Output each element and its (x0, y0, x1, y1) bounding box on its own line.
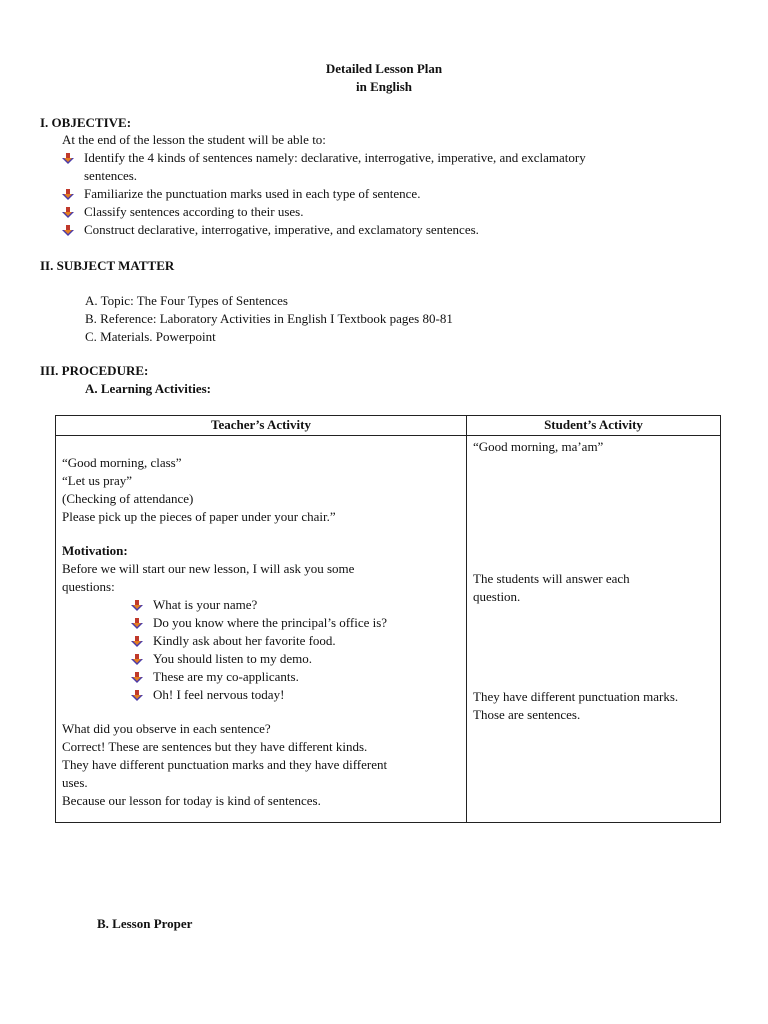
question-text: These are my co-applicants. (153, 669, 299, 684)
question-item (131, 668, 299, 686)
objective-intro: At the end of the lesson the student will be able to: (62, 132, 326, 147)
question-item (131, 614, 387, 632)
objective-list (62, 149, 722, 239)
subject-matter-item: A. Topic: The Four Types of Sentences (85, 293, 288, 308)
question-text: Kindly ask about her favorite food. (153, 633, 336, 648)
teacher-line: uses. (62, 775, 88, 790)
question-item (131, 596, 257, 614)
arrow-bullet-icon (62, 153, 74, 164)
teacher-activity-header: Teacher’s Activity (56, 416, 467, 436)
arrow-bullet-icon (131, 690, 143, 701)
objective-item (62, 149, 586, 185)
subject-matter-heading: II. SUBJECT MATTER (40, 258, 175, 273)
question-item (131, 686, 284, 704)
arrow-bullet-icon (131, 636, 143, 647)
student-line: The students will answer each (473, 571, 630, 586)
subject-matter-item: B. Reference: Laboratory Activities in English I Textbook pages 80-81 (85, 311, 453, 326)
student-line: They have different punctuation marks. (473, 689, 679, 704)
objective-item-text: Identify the 4 kinds of sentences namely: declarative, interrogative, imperative, and exclamatory (84, 150, 586, 165)
table-row (56, 436, 721, 823)
arrow-bullet-icon (62, 225, 74, 236)
question-text: Oh! I feel nervous today! (153, 687, 285, 702)
teacher-line: Before we will start our new lesson, I will ask you some (62, 561, 355, 576)
teacher-activity-cell (56, 436, 467, 823)
teacher-line: (Checking of attendance) (62, 491, 194, 506)
teacher-line: What did you observe in each sentence? (62, 721, 271, 736)
student-line: “Good morning, ma’am” (473, 439, 604, 454)
arrow-bullet-icon (131, 672, 143, 683)
document-subtitle: in English (355, 79, 412, 94)
activity-table (55, 415, 721, 823)
objective-item-text: Familiarize the punctuation marks used in each type of sentence. (84, 186, 421, 201)
objective-item-text: Classify sentences according to their uses. (84, 204, 304, 219)
teacher-line: Correct! These are sentences but they have different kinds. (62, 739, 368, 754)
lesson-proper-heading: B. Lesson Proper (97, 916, 193, 931)
question-text: You should listen to my demo. (153, 651, 313, 666)
objective-item (62, 185, 420, 203)
document-title: Detailed Lesson Plan (325, 61, 443, 76)
objective-heading: I. OBJECTIVE: (40, 115, 132, 130)
motivation-label: Motivation: (62, 543, 128, 558)
teacher-line: “Good morning, class” (62, 455, 182, 470)
question-text: What is your name? (153, 597, 258, 612)
student-activity-header: Student’s Activity (467, 416, 721, 436)
teacher-line: They have different punctuation marks and they have different (62, 757, 388, 772)
question-text: Do you know where the principal’s office is? (153, 615, 388, 630)
objective-item (62, 203, 304, 221)
student-activity-cell (467, 436, 721, 823)
arrow-bullet-icon (131, 600, 143, 611)
procedure-heading: III. PROCEDURE: (40, 363, 149, 378)
arrow-bullet-icon (62, 189, 74, 200)
arrow-bullet-icon (62, 207, 74, 218)
arrow-bullet-icon (131, 654, 143, 665)
student-line: question. (473, 589, 521, 604)
objective-item (62, 221, 479, 239)
teacher-line: Because our lesson for today is kind of sentences. (62, 793, 321, 808)
teacher-line: questions: (62, 579, 115, 594)
student-line: Those are sentences. (473, 707, 581, 722)
table-header-row (56, 416, 721, 436)
teacher-line: “Let us pray” (62, 473, 133, 488)
objective-item-text-cont: sentences. (84, 168, 138, 183)
question-item (131, 650, 312, 668)
objective-item-text: Construct declarative, interrogative, imperative, and exclamatory sentences. (84, 222, 479, 237)
question-item (131, 632, 336, 650)
teacher-line: Please pick up the pieces of paper under your chair.” (62, 509, 336, 524)
arrow-bullet-icon (131, 618, 143, 629)
subject-matter-item: C. Materials. Powerpoint (85, 329, 216, 344)
learning-activities-heading: A. Learning Activities: (85, 381, 212, 396)
